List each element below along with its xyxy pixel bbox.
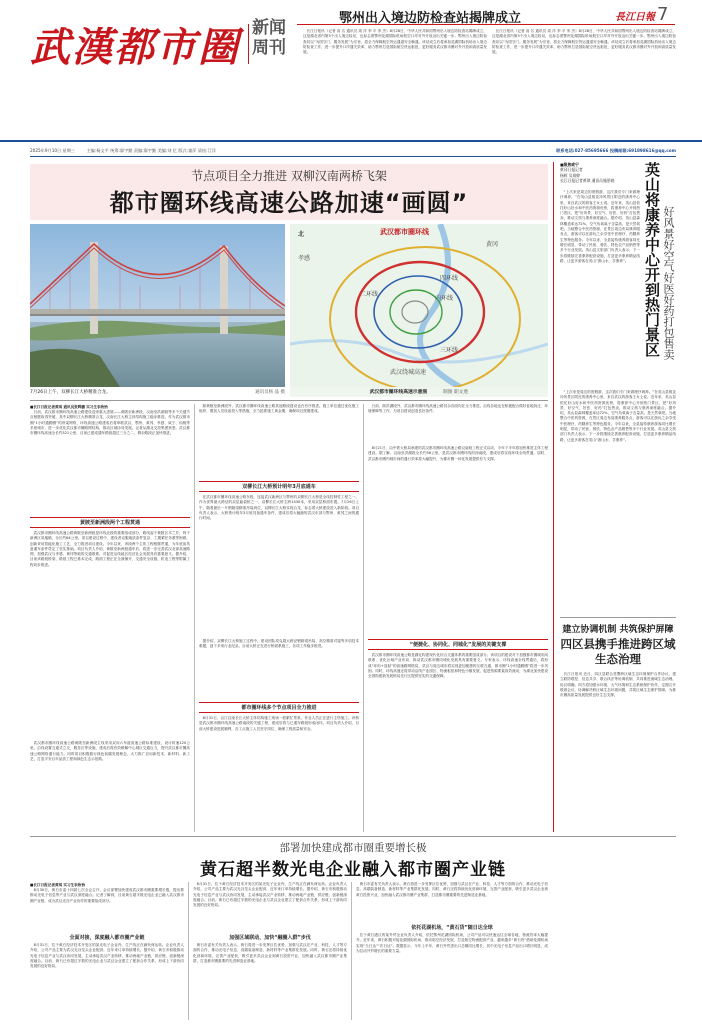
sidebar-tag: ■聚焦咸宁 [560,162,579,167]
lead-sub-4: “便捷化、协同化、同城化”发展的关键支撑 [368,639,548,650]
top-article-col2: 长江日报讯（记者 高 名 通讯员 周 洋 李 平 李 杰）8月28日，中华人民共和国鄂州出入境边防检查站揭牌成立，这是湖北省内第5个出入境边检站，也标志着鄂州花湖国际机场航空口岸对外开放迈出关键一步。鄂州出入境边防检查站以“为国守门、服务发展”为宗旨，将全力保障航空货运通道安全畅通。该站成立后将承担花湖国际机场出入境边防检查工作，进一步提升口岸通关效率，助力鄂州打造国际航空货运枢纽，更好服务武汉都市圈对外开放和高质量发展。 [492,29,676,55]
ring-road-map [290,224,548,387]
editor-line: 主编:杨文平 统筹:廖宇勤 责编:廖宇勤 美编:刘 忆 版式:童萍 质检:江洋 [86,148,216,153]
lead-body-8: 日前，除洪湖段外，武汉都市圈环线高速公路其余各段均在全力推进。沿线各地也在积极配合做好征地拆迁、环境保障等工作，为项目建设创造良好条件。 [368,404,548,414]
masthead-block [30,10,270,80]
sidebar [560,162,676,832]
lead-sub-1: 黄陂至新洲段两个工程贯通 [30,517,190,528]
lead-photo [30,224,285,387]
photo-caption-bar [30,388,285,397]
top-article-col1: 长江日报讯（记者 高 名 通讯员 周 洋 李 平 李 杰）8月28日，中华人民共和国鄂州出入境边防检查站揭牌成立，这是湖北省内第5个出入境边检站，也标志着鄂州花湖国际机场航空口岸对外开放迈出关键一步。鄂州出入境边防检查站以“为国守门、服务发展”为宗旨，将全力保障航空货运通道安全畅通。该站成立后将承担花湖国际机场出入境边防检查工作，进一步提升口岸通关效率，助力鄂州打造国际航空货运枢纽，更好服务武汉都市圈对外开放和高质量发展。 [303,29,487,55]
map-north-label: 北 [298,231,305,238]
lead-body-1: 日前，武汉都市圈环线高速公路建设迎来重大进展——黄陂至新洲段、汉南至洪湖段等多个关键节点相继取得突破，其中双柳长江大桥精准合龙，汉南长江大桥主体结构施工稳步推进。作为武汉都市圈“1小时通勤圈”的骨架网络，环线高速公路建成后将串联武汉、鄂州、黄冈、孝感、咸宁、仙桃等多座城市，进一步优化武汉都市圈路网结构，推动区域协同发展。记者从湖北交投集团获悉，武汉都市圈环线高速全长约521公里，目前已建成通车路段超过三分之二，剩余路段正加快推进。 [30,410,190,436]
map-label-xiaogan: 孝感 [298,255,311,262]
sidebar-rule [553,162,554,832]
sidebar-body-2: 长江日报讯 近日，四区县联合签署跨区域生态环境保护合作协议，建立联防联控、信息共享、联合执法等协调机制，共同推进流域生态治理。协议明确，四方将加强水环境、大气环境和生态系统保护协作，定期召开联席会议，协调解决跨区域生态环境问题，共筑区域生态保护屏障，为都市圈高质量发展提供良好生态支撑。 [560,672,676,698]
sidebar-headline-2: 建立协调机制 共筑保护屏障 [562,625,674,635]
sidebar-divider [560,617,676,618]
photo-caption: 7月26日上午，双柳长江大桥精准合龙。 [30,390,111,395]
top-headline-row [297,4,675,26]
lead-byline: ■长江日报记者黄琪 通讯员张辉鹏 实习生李欣怡 [30,405,108,409]
sidebar-byline: 长江日报记者黄琪 通讯员施景晓 [560,178,615,184]
bottom-col1 [30,882,184,1020]
date-bar-rule [30,156,676,157]
map-label-huanggang: 黄冈 [486,241,499,248]
masthead-divider [248,24,249,64]
page-number: 7 [657,4,669,25]
lead-col1 [30,404,190,832]
sidebar-side-title: 好风景好空气好医好药打包售卖 [662,206,675,360]
lead-columns-rule [30,400,548,401]
map-caption-bar [290,388,548,395]
map-label-inner: 内环线 [435,295,454,302]
lead-body-3: 武汉都市圈环线高速公路黄陂至新洲段主线采用双向六车道高速公路标准建设，设计时速120公里。沿线设置互通式立交、服务区等设施，建成后将有效缓解中心城区交通压力，提升武汉都市圈高速公路网络通行能力。同时项目积极践行绿色低碳发展理念，大力推广应用新技术、新材料、新工艺，打造平安百年品质工程和绿色生态示范路。 [30,741,190,761]
map-label-ring2: 二环线 [360,291,379,298]
bottom-col2 [193,882,347,1020]
col-divider-1 [194,404,195,832]
bottom-kicker: 部署加快建成都市圈重要增长极 [279,842,427,854]
bottom-byline: ■长江日报记者黄琪 实习生李欣怡 [30,883,85,887]
map-title: 武汉都市圈环线 [380,228,429,236]
weekly-label: 新闻 周刊 [252,18,286,58]
sidebar-authors: 杨辉 吴翊婷 [560,172,581,178]
lead-body-2: 武汉都市圈环线高速公路黄陂至新洲段是环线北段的重要组成部分，路线起于黄陂区木兰乡，终于新洲区凤凰镇，全长约64公里。项目建设过程中，建设者克服地质条件复杂、工期紧任务重等困难，创新采用智能化施工工艺，全力推进项目建设。今年以来，该段两个主体工程相继贯通，为年底前具备通车条件奠定了坚实基础。项目负责人介绍，黄陂至新洲段通车后，将进一步完善武汉北部高速路网，加强武汉与孝感、黄冈等地的交通联系，对促进沿线地区经济社会发展具有重要意义。据介绍，目前该路段桥梁、路基工程已基本完成，路面工程正在全面铺开，交通安全设施、机电工程等附属工程同步推进。 [30,531,190,567]
bottom-sub-2: 加强区域联动，加快“融圈入群”步伐 [229,935,311,941]
lead-kicker: 节点项目全力推进 双柳汉南两桥飞架 [191,169,387,183]
date-bar [30,146,676,155]
map-label-ring4: 四环线 [440,275,459,282]
bottom-divider-1 [188,882,189,1020]
photo-credit: 通讯员杨 晶 摄 [255,390,285,395]
bottom-intro: 8月30日，黄石市委十四届七次全会召开，会议部署加快建成武汉都市圈重要增长极，提出要推动光电子信息等产业与武汉深度融合。记者了解到，目前黄石超半数光电企业已融入武汉都市圈产业链，成为武汉光谷产业协作的重要组成部分。 [30,888,184,903]
header-blue-rule [0,140,702,142]
date-line: 2025年9月10日 星期三 [30,148,76,153]
map-label-bypass: 武汉绕城高速 [390,369,427,376]
lead-body-10: 武汉都市圈环线高速公路是湖北构建现代化综合交通体系的重要组成部分。该项目的建设对于加强都市圈城市间联系、优化区域产业布局、推动武汉都市圈同城化发展具有重要意义。专家表示，环线高速全线贯通后，将形成“环形+放射”的高速路网格局，武汉与周边城市将实现更加便捷的互联互通，都市圈“1小时通勤圈”将进一步巩固。同时，环线高速还将带动沿线产业园区、物流枢纽和特色小镇发展，促进资源要素高效流动，为湖北加快建设全国构建新发展格局先行区提供坚实的交通保障。 [368,653,548,679]
bottom-divider-2 [351,882,352,1020]
sidebar-body-a: “上次来是周边的度假游，这次我们专门来做理疗调养。”在英山县桃花冲风景区附近的康养中心里，来自武汉的游客王女士说。近年来，英山县依托好山好水和中医药资源优势，将康养中心开到热门景区，把“好风景、好空气、好医、好药”打包售卖，推动文旅与康养深度融合。据介绍，英山县森林覆盖率达72%，空气负氧离子含量高，是天然氧吧。当地整合中医药资源，在景区周边布局康养服务点，游客可以在游玩之余享受中医理疗、药膳养生等特色服务。今年以来，全县接待康养游客同比增长明显，带动了民宿、餐饮、特色农产品销售等多个行业发展。英山县文旅部门负责人表示，下一步将继续完善康养配套设施，打造更多康养精品线路，让更多游客在英山“游山水、享康养”。 [560,190,640,263]
lead-body-5: 在武汉都市圈环线高速公路东段，连接武汉新洲区与鄂州的双柳长江大桥是全线控制性工程之一。作为世界最大跨径的双层悬索桥之一，双柳长江大桥主跨1430米，采用双层桥面布置。7月26日上午，随着最后一片钢箱梁精准吊装到位，双柳长江大桥实现合龙，标志着大桥建设进入新阶段。项目负责人表示，大桥预计明年3月底具备通车条件，建成后将大幅缩短武汉东部与鄂州、黄冈之间的通行时间。 [199,495,359,521]
lead-headline: 都市圈环线高速公路加速“画圆” [109,189,469,217]
top-headline: 鄂州出入境边防检查站揭牌成立 [339,11,522,26]
bottom-headline: 黄石超半数光电企业融入都市圈产业链 [200,860,506,880]
lead-sub-2: 双柳长江大桥预计明年3月底通车 [199,481,359,492]
bridge-photo [30,224,285,387]
sidebar-headline-3: 四区县携手推进跨区域生态治理 [560,637,676,666]
map-caption: 武汉都市圈环线高速示意图 [369,390,428,395]
sidebar-headline: 英山将康养中心开到热门景区 [643,162,661,357]
map-figure [290,224,548,397]
bottom-col3 [356,882,548,1020]
bottom-body-1: 8月31日，位于黄石经济技术开发区的某光电子企业内，生产线正在满负荷运转。企业负责人介绍，公司产品主要为武汉光谷龙头企业配套，近年来订单持续增长。据介绍，黄石市积极推动光电子信息产业与武汉协同发展，主动承接武汉产业转移，推动两地产业链、供应链、创新链深度融合。目前，黄石已有超过半数的光电企业与武汉企业建立了配套合作关系，形成上下游协同发展的良好格局。 [30,943,184,969]
bottom-body-1b: 8月31日，位于黄石经济技术开发区的某光电子企业内，生产线正在满负荷运转。企业负责人介绍，公司产品主要为武汉光谷龙头企业配套，近年来订单持续增长。据介绍，黄石市积极推动光电子信息产业与武汉协同发展，主动承接武汉产业转移，推动两地产业链、供应链、创新链深度融合。目前，黄石已有超过半数的光电企业与武汉企业建立了配套合作关系，形成上下游协同发展的良好格局。 [193,882,347,908]
lead-body-9: 8月21日，由中铁大桥局承建的武汉都市圈环线高速公路汉南段工程正式启动，今年下半年将加快推进主体工程建设。据了解，汉南至洪湖段全长约56公里，是武汉都市圈环线的西南段，建成后将实现环线全线贯通。届时，武汉都市圈内城市间的通行效率将大幅提升，为都市圈一体化发展提供有力支撑。 [368,446,548,461]
lead-sub-3: 都市圈环线多个节点项目全力推进 [199,702,359,713]
bottom-sub-1: 全面对接，深度融入都市圈产业链 [69,935,145,941]
bottom-body-2b: 黄石市委有关负责人表示，黄石将进一步发挥区位优势，加强与武汉在产业、科技、人才等方面的合作，推动光电子信息、高端装备制造、新材料等产业集群化发展。同时，黄石还将持续优化营商环境，完善产业配套，吸引更多武汉企业到黄石投资兴业，加快融入武汉都市圈产业集群，打造都市圈重要的先进制造业基地。 [356,882,548,897]
paper-logo: 長江日報 [615,12,655,23]
col-divider-2 [363,404,364,832]
bottom-body-2: 黄石市委有关负责人表示，黄石将进一步发挥区位优势，加强与武汉在产业、科技、人才等方面的合作，推动光电子信息、高端装备制造、新材料等产业集群化发展。同时，黄石还将持续优化营商环境，完善产业配套，吸引更多武汉企业到黄石投资兴业，加快融入武汉都市圈产业集群，打造都市圈重要的先进制造业基地。 [193,943,347,963]
bottom-sub-3: 依托花湖机场，“黄石货”随日达全球 [411,925,493,931]
sidebar-column: 黄冈日报记者 [560,167,583,173]
lead-col3 [368,404,548,832]
lead-col2 [199,404,359,832]
bottom-body-3: 位于黄石港区的某外贸企业负责人介绍，依托鄂州花湖国际机场，公司产品可以快速运往全球各地，物流效率大幅提升。近年来，黄石积极对接花湖国际机场，推动临空经济发展，打造航空物流配套产业，越来越多“黄石货”借助花湖机场实现“当日达”“次日达”。数据显示，今年上半年，黄石外贸进出口总额同比增长，其中光电子信息产品出口增长明显，成为拉动外贸增长的重要力量。 [356,933,548,953]
contact-line: 联系电话:027-85695666 投稿邮箱:691898616@qq.com [556,148,676,153]
sidebar-body-b: “上次来是周边的度假游，这次我们专门来做理疗调养。”在英山县桃花冲风景区附近的康养中心里，来自武汉的游客王女士说。近年来，英山县依托好山好水和中医药资源优势，将康养中心开到热门景区，把“好风景、好空气、好医、好药”打包售卖，推动文旅与康养深度融合。据介绍，英山县森林覆盖率达72%，空气负氧离子含量高，是天然氧吧。当地整合中医药资源，在景区周边布局康养服务点，游客可以在游玩之余享受中医理疗、药膳养生等特色服务。今年以来，全县接待康养游客同比增长明显，带动了民宿、餐饮、特色农产品销售等多个行业发展。英山县文旅部门负责人表示，下一步将继续完善康养配套设施，打造更多康养精品线路，让更多游客在英山“游山水、享康养”。 [560,390,676,442]
map-credit: 制图 职文胜 [442,390,469,395]
map-label-ring3: 三环线 [440,347,459,354]
lead-body-4: 除黄陂至新洲段外，武汉都市圈环线高速公路其他路段建设也在有序推进。施工单位通过优化施工组织、增加人员设备投入等措施，全力抢抓施工黄金期，确保项目按期建成。 [199,404,359,414]
lead-body-7: 8月31日，汉江汉南长江大桥主体结构施工现场一派繁忙景象，作业人员正在进行主塔施工。该桥是武汉都市圈环线高速公路南段的关键工程，建成后将与已通车路段形成闭环。项目负责人介绍，目前大桥建设进展顺利，各工点施工人员坚守岗位，确保工程质量和安全。 [199,716,359,731]
masthead: 武漢都市圈 [30,24,240,71]
lead-body-6: 据介绍，双柳长江大桥施工过程中，建设团队攻克超大跨径钢箱梁吊装、高空精准对接等多项技术难题，创下多项行业纪录。目前大桥正在进行桥面系施工，各项工作稳步推进。 [199,639,359,649]
bottom-top-rule [30,836,676,837]
